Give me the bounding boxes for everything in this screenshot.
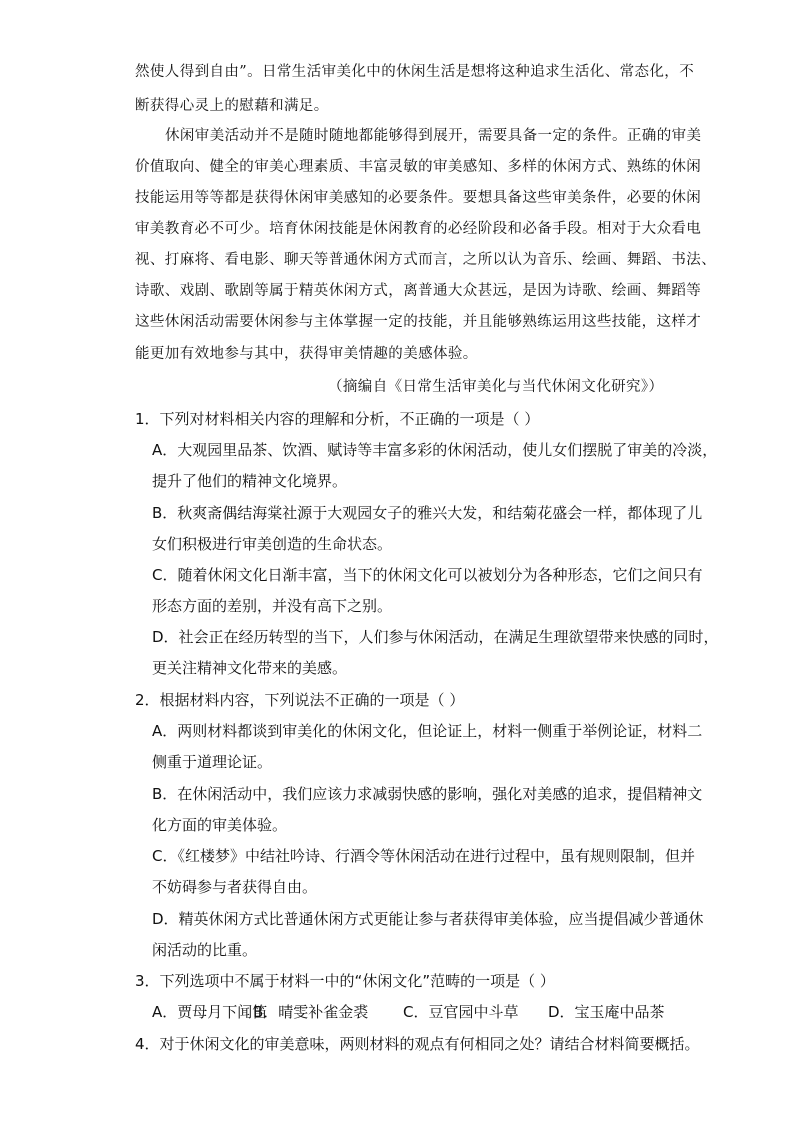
passage-line: 价值取向、健全的审美心理素质、丰富灵敏的审美感知、多样的休闲方式、熟练的休闲 [135, 159, 702, 175]
option-a: A．两则材料都谈到审美化的休闲文化，但论证上，材料一侧重于举例论证，材料二 [152, 722, 703, 740]
passage-source: （摘编自《日常生活审美化与当代休闲文化研究》） [328, 379, 664, 395]
option-b: B．在休闲活动中，我们应该力求减弱快感的影响，强化对美感的追求，提倡精神文 [152, 785, 703, 803]
choice-d: D．宝玉庵中品茶 [548, 1003, 665, 1021]
option-b-cont: 化方面的审美体验。 [152, 816, 288, 834]
passage-line: 这些休闲活动需要休闲参与主体掌握一定的技能，并且能够熟练运用这些技能，这样才 [135, 314, 702, 330]
question-stem: 3．下列选项中不属于材料一中的“休闲文化”范畴的一项是（ ） [135, 972, 555, 990]
choice-b: B．晴雯补雀金裘 [253, 1003, 369, 1021]
question-stem: 4．对于休闲文化的审美意味，两则材料的观点有何相同之处？请结合材料简要概括。 [135, 1035, 700, 1053]
passage-line: 休闲审美活动并不是随时随地都能够得到展开，需要具备一定的条件。正确的审美 [165, 128, 702, 144]
passage-line: 能更加有效地参与其中，获得审美情趣的美感体验。 [135, 346, 478, 362]
passage-line: 视、打麻将、看电影、聊天等普通休闲方式而言，之所以认为音乐、绘画、舞蹈、书法、 [135, 252, 717, 268]
passage-line: 诗歌、戏剧、歌剧等属于精英休闲方式，离普通大众甚远，是因为诗歌、绘画、舞蹈等 [135, 283, 702, 299]
choice-c: C．豆官园中斗草 [403, 1003, 519, 1021]
option-d: D．精英休闲方式比普通休闲方式更能让参与者获得审美体验，应当提倡减少普通休 [152, 910, 704, 928]
option-d-cont: 更关注精神文化带来的美感。 [152, 659, 348, 677]
question-stem: 1．下列对材料相关内容的理解和分析，不正确的一项是（ ） [135, 410, 540, 428]
question-stem: 2．根据材料内容，下列说法不正确的一项是（ ） [135, 691, 465, 709]
passage-line: 然使人得到自由”。日常生活审美化中的休闲生活是想将这种追求生活化、常态化，不 [135, 64, 695, 80]
option-c: C．随着休闲文化日渐丰富，当下的休闲文化可以被划分为各种形态，它们之间只有 [152, 566, 703, 584]
passage-line: 审美教育必不可少。培育休闲技能是休闲教育的必经阶段和必备手段。相对于大众看电 [135, 221, 702, 237]
option-d-cont: 闲活动的比重。 [152, 941, 258, 959]
option-c: C．《红楼梦》中结社吟诗、行酒令等休闲活动在进行过程中，虽有规则限制，但并 [152, 847, 695, 865]
option-a-cont: 侧重于道理论证。 [152, 753, 273, 771]
option-a: A．大观园里品茶、饮酒、赋诗等丰富多彩的休闲活动，使儿女们摆脱了审美的冷淡， [152, 441, 718, 459]
passage-line: 技能运用等等都是获得休闲审美感知的必要条件。要想具备这些审美条件，必要的休闲 [135, 190, 702, 206]
option-b: B．秋爽斋偶结海棠社源于大观园女子的雅兴大发，和结菊花盛会一样，都体现了儿 [152, 504, 703, 522]
option-a-cont: 提升了他们的精神文化境界。 [152, 472, 348, 490]
option-d: D．社会正在经历转型的当下，人们参与休闲活动，在满足生理欲望带来快感的同时， [152, 628, 719, 646]
option-c-cont: 不妨碍参与者获得自由。 [152, 878, 318, 896]
passage-line: 断获得心灵上的慰藉和满足。 [135, 98, 329, 114]
choice-a: A．贾母月下闻笛 [152, 1003, 268, 1021]
option-b-cont: 女们积极进行审美创造的生命状态。 [152, 535, 393, 553]
option-c-cont: 形态方面的差别，并没有高下之别。 [152, 597, 393, 615]
